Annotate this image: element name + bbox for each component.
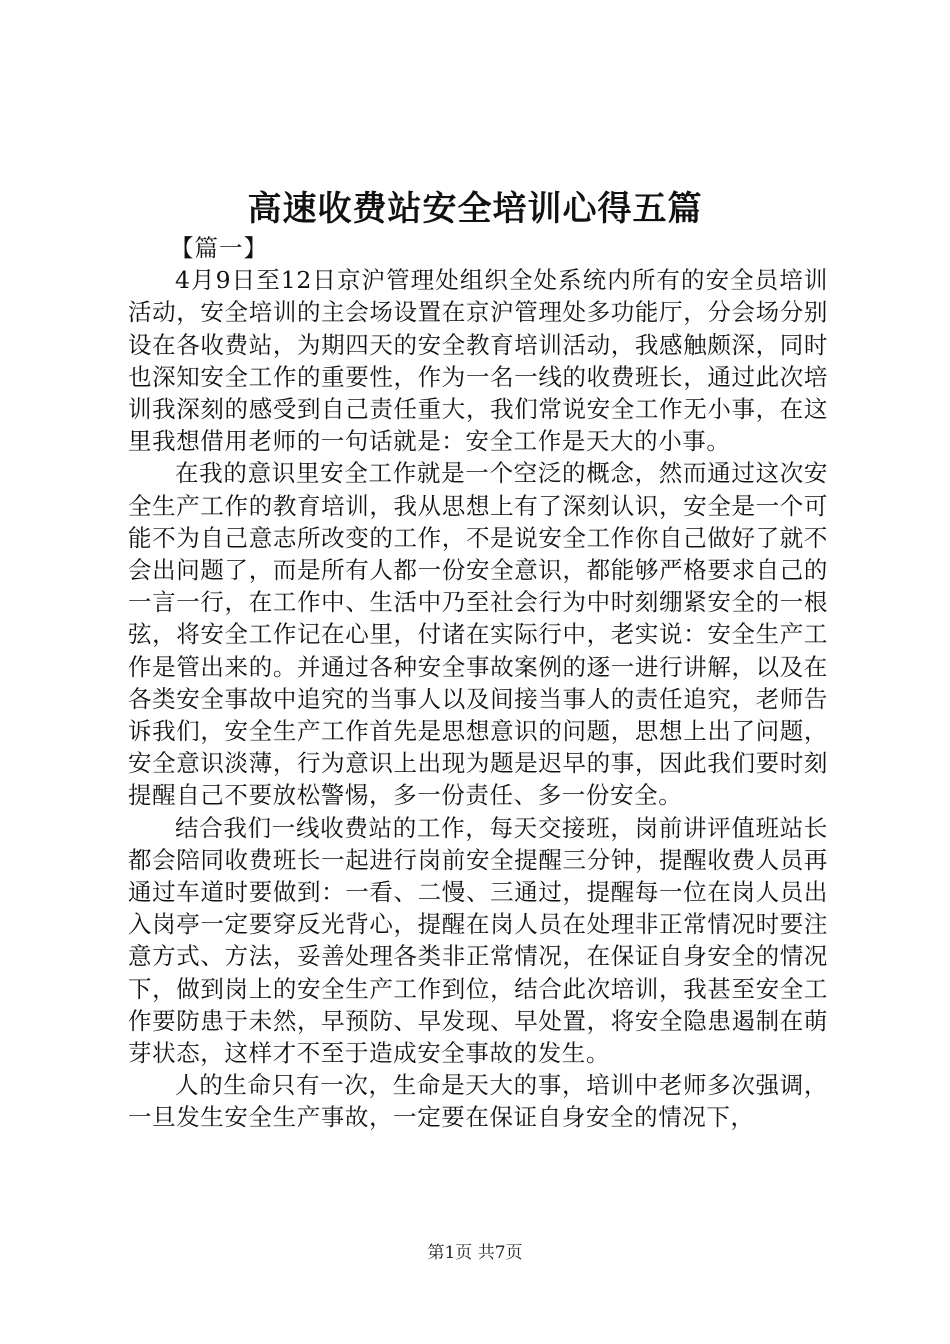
document-title: 高速收费站安全培训心得五篇 xyxy=(247,189,703,229)
paragraph-3: 结合我们一线收费站的工作，每天交接班，岗前讲评值班站长都会陪同收费班长一起进行岗前安全提醒三分钟，提醒收费人员再通过车道时要做到：一看、二慢、三通过，提醒每一位在岗人员出入岗亭一定要穿反光背心，提醒在岗人员在处理非正常情况时要注意方式、方法，妥善处理各类非正常情况，在保证自身安全的情况下，做到岗上的安全生产工作到位，结合此次培训，我甚至安全工作要防患于未然，早预防、早发现、早处置，将安全隐患遏制在萌芽状态，这样才不至于造成安全事故的发生。 xyxy=(128,813,828,1068)
paragraph-2: 在我的意识里安全工作就是一个空泛的概念，然而通过这次安全生产工作的教育培训，我从思想上有了深刻认识，安全是一个可能不为自己意志所改变的工作，不是说安全工作你自己做好了就不会出问题了，而是所有人都一份安全意识，都能够严格要求自己的一言一行，在工作中、生活中乃至社会行为中时刻绷紧安全的一根弦，将安全工作记在心里，付诸在实际行中，老实说：安全生产工作是管出来的。并通过各种安全事故案例的逐一进行讲解，以及在各类安全事故中追究的当事人以及间接当事人的责任追究，老师告诉我们，安全生产工作首先是思想意识的问题，思想上出了问题，安全意识淡薄，行为意识上出现为题是迟早的事，因此我们要时刻提醒自己不要放松警惕，多一份责任、多一份安全。 xyxy=(128,459,828,810)
paragraph-1: 4月9日至12日京沪管理处组织全处系统内所有的安全员培训活动，安全培训的主会场设置在京沪管理处多功能厅，分会场分别设在各收费站，为期四天的安全教育培训活动，我感触颇深，同时也深知安全工作的重要性，作为一名一线的收费班长，通过此次培训我深刻的感受到自己责任重大，我们常说安全工作无小事，在这里我想借用老师的一句话就是：安全工作是天大的小事。 xyxy=(128,266,828,456)
paragraph-4: 人的生命只有一次，生命是天大的事，培训中老师多次强调，一旦发生安全生产事故，一定要在保证自身安全的情况下， xyxy=(128,1071,828,1132)
document-body xyxy=(128,232,828,1134)
page-indicator: 第1页 共7页 xyxy=(427,1243,523,1263)
section-heading: 【篇一】 xyxy=(170,234,268,262)
